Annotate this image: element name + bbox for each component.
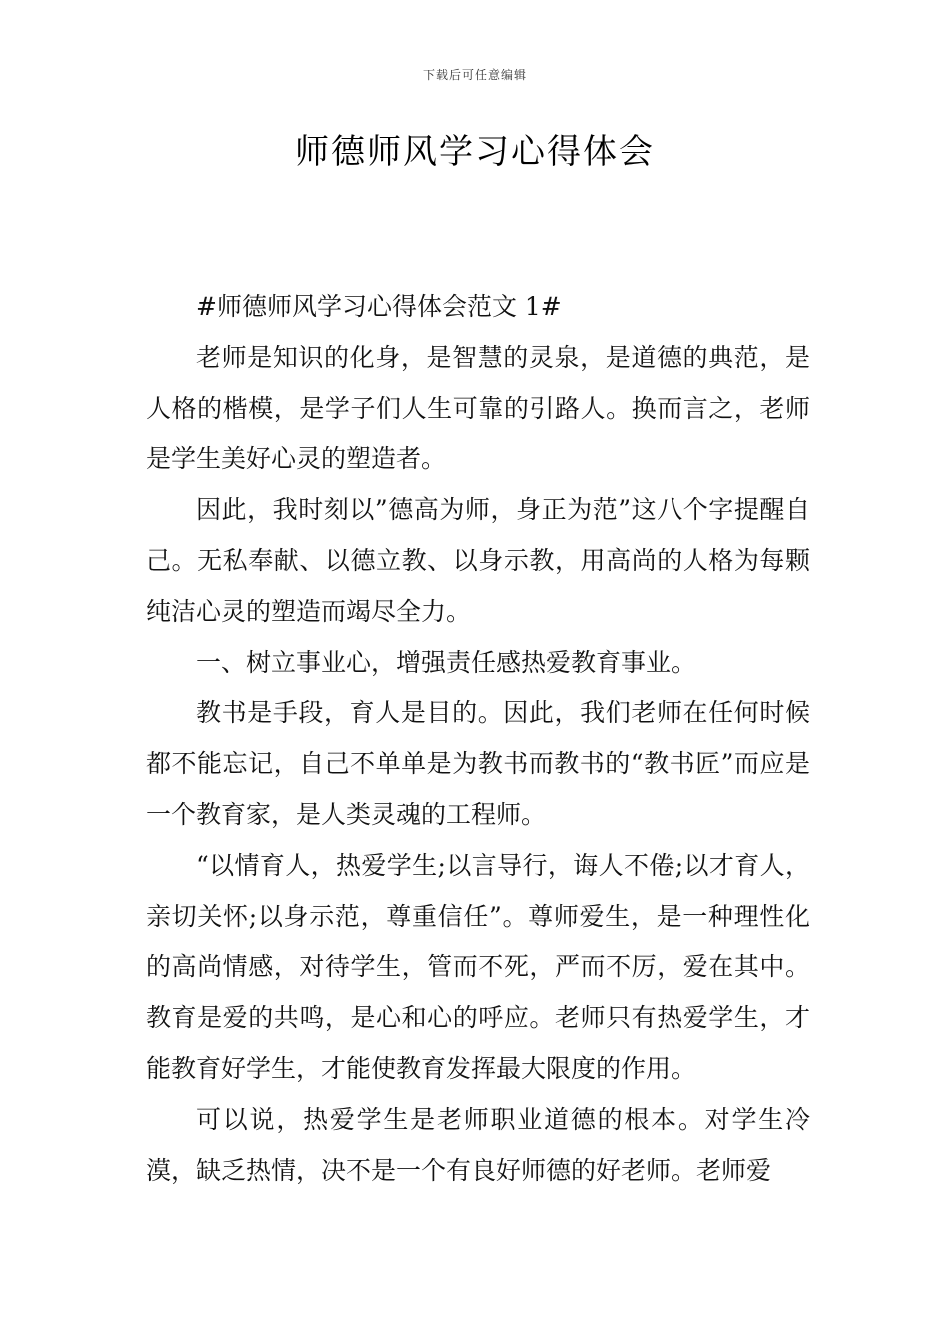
paragraph: 因此，我时刻以”德高为师，身正为范”这八个字提醒自己。无私奉献、以德立教、以身示教，用高尚的人格为每颗纯洁心灵的塑造而竭尽全力。 <box>146 495 810 626</box>
document-body <box>146 282 810 1196</box>
section-heading: 一、树立事业心，增强责任感热爱教育事业。 <box>196 647 697 677</box>
paragraph-heading: #师德师风学习心得体会范文 1# <box>196 292 562 321</box>
paragraph: 教书是手段，育人是目的。因此，我们老师在任何时候都不能忘记，自己不单单是为教书而教书的“教书匠”而应是一个教育家，是人类灵魂的工程师。 <box>146 698 810 829</box>
header-note: 下载后可任意编辑 <box>422 68 527 82</box>
document-title: 师德师风学习心得体会 <box>295 132 655 172</box>
paragraph: “以情育人，热爱学生;以言导行，诲人不倦;以才育人，亲切关怀;以身示范，尊重信任”。尊师爱生，是一种理性化的高尚情感，对待学生，管而不死，严而不厉，爱在其中。教育是爱的共鸣，是心和心的呼应。老师只有热爱学生，才能教育好学生，才能使教育发挥最大限度的作用。 <box>146 850 810 1083</box>
paragraph: 可以说，热爱学生是老师职业道德的根本。对学生冷漠，缺乏热情，决不是一个有良好师德的好老师。老师爱 <box>146 1104 810 1185</box>
paragraph: 老师是知识的化身，是智慧的灵泉，是道德的典范，是人格的楷模，是学子们人生可靠的引路人。换而言之，老师是学生美好心灵的塑造者。 <box>146 342 810 474</box>
